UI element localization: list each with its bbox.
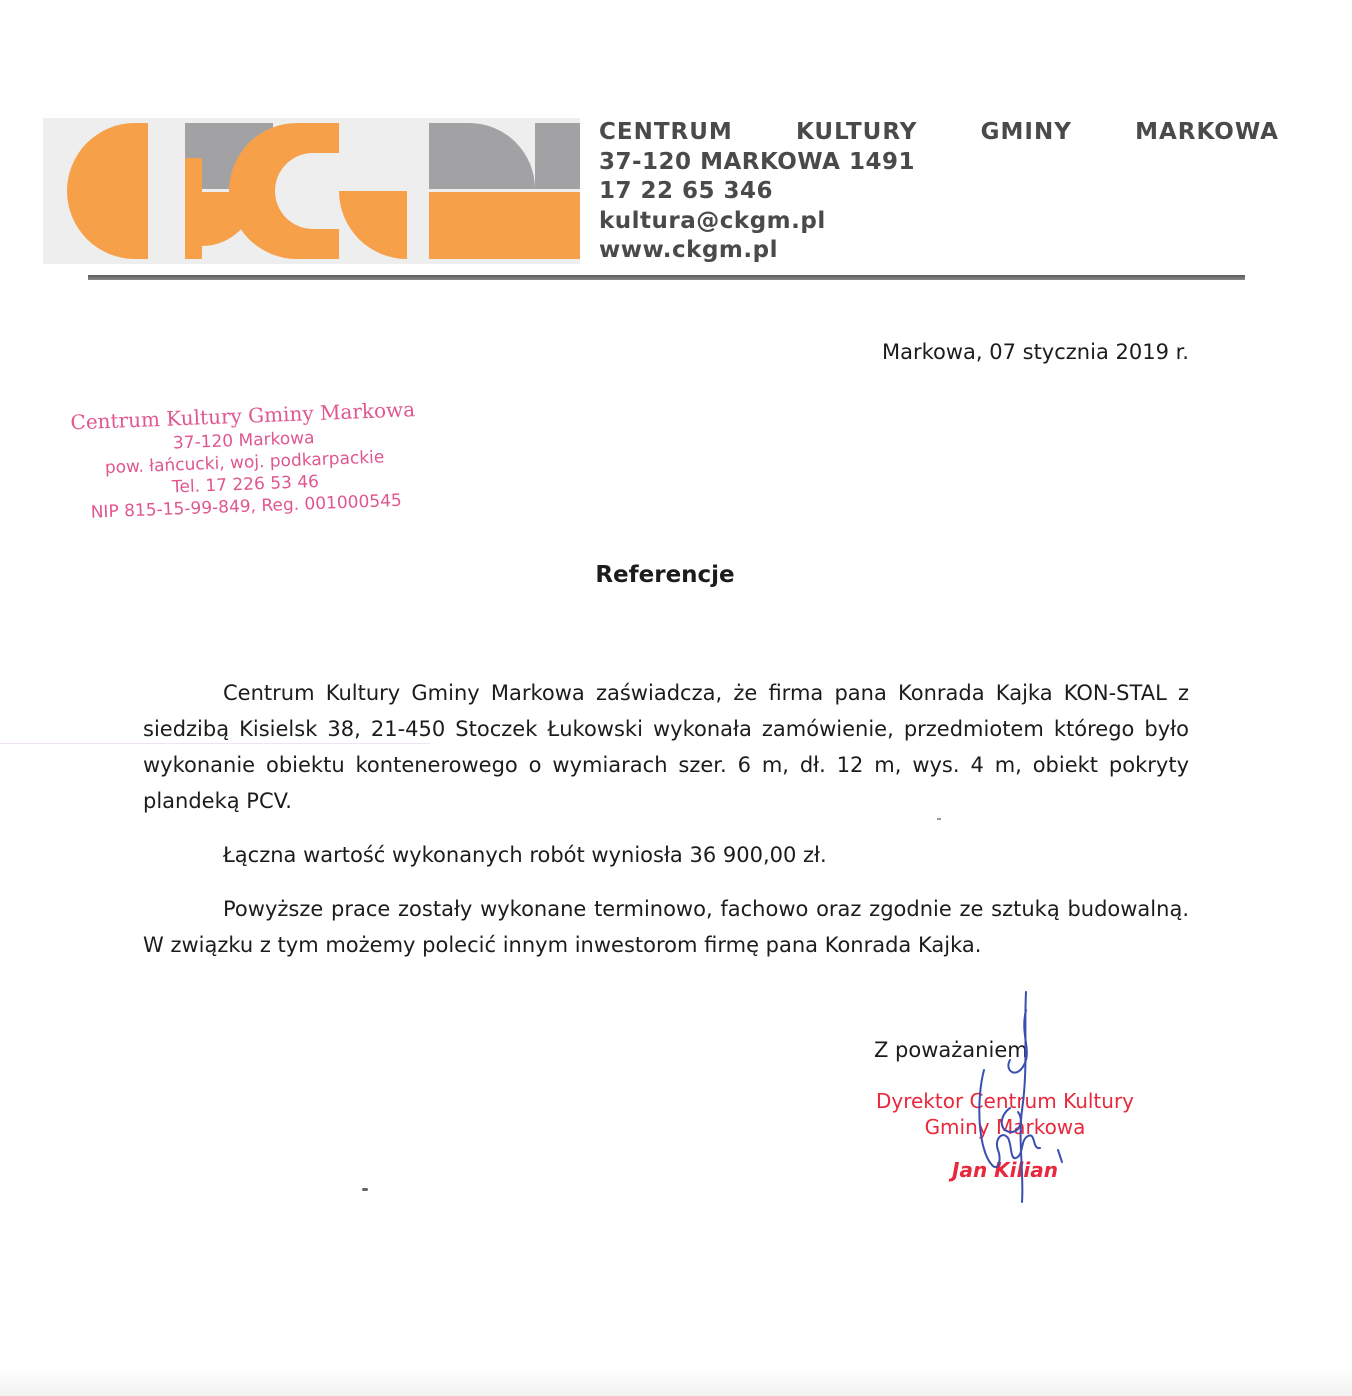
- scan-speck: [937, 818, 941, 820]
- signatory-name: Jan Kilian: [952, 1158, 1058, 1182]
- body-paragraph: Powyższe prace zostały wykonane terminowo, fachowo oraz zgodnie ze sztuką budowalną. W związku z tym możemy polecić innym inwestorom firmę pana Konrada Kajka.: [143, 897, 1189, 957]
- letter-body: [143, 675, 1189, 963]
- stamp-line: pow. łańcucki, woj. podkarpackie: [104, 447, 385, 479]
- stamp-title: Centrum Kultury Gminy Markowa: [70, 397, 416, 435]
- letterhead-org-name: [599, 118, 1279, 148]
- letterhead-contact-block: [599, 118, 1279, 266]
- letterhead-email: kultura@ckgm.pl: [599, 207, 826, 234]
- ckgm-logo: [43, 118, 580, 264]
- stamp-line: NIP 815-15-99-849, Reg. 001000545: [90, 490, 403, 523]
- letterhead-phone: 17 22 65 346: [599, 178, 774, 204]
- signatory-title-line: Gminy Markowa: [924, 1115, 1086, 1139]
- scan-bottom-edge: [0, 1368, 1352, 1396]
- org-name-word: CENTRUM: [599, 119, 733, 145]
- org-name-word: MARKOWA: [1135, 119, 1279, 145]
- stamp-line: Tel. 17 226 53 46: [171, 471, 320, 498]
- letter-title: Referencje: [595, 562, 735, 588]
- handwritten-signature-icon: [940, 990, 1080, 1205]
- scan-speck: [362, 1188, 368, 1191]
- institution-stamp: [55, 398, 434, 525]
- letter-date: Markowa, 07 stycznia 2019 r.: [881, 340, 1189, 364]
- org-name-word: GMINY: [980, 119, 1072, 145]
- closing-salutation: Z poważaniem: [874, 1038, 1028, 1062]
- letterhead-address: 37-120 MARKOWA 1491: [599, 148, 915, 175]
- body-paragraph: Centrum Kultury Gminy Markowa zaświadcza, że firma pana Konrada Kajka KON-STAL z siedzibą Kisielsk 38, 21-450 Stoczek Łukowski wykonała zamówienie, przedmiotem którego było wykonanie obiektu kontenerowego o wymiarach szer. 6 m, dł. 12 m, wys. 4 m, obiekt pokryty plandeką PCV.: [143, 681, 1189, 813]
- stamp-line: 37-120 Markowa: [172, 428, 315, 454]
- org-name-word: KULTURY: [796, 119, 918, 145]
- letterhead-divider: [88, 275, 1245, 280]
- signatory-title-line: Dyrektor Centrum Kultury: [875, 1089, 1135, 1113]
- body-paragraph: Łączna wartość wykonanych robót wyniosła 36 900,00 zł.: [223, 843, 827, 867]
- letterhead-website: www.ckgm.pl: [599, 237, 778, 263]
